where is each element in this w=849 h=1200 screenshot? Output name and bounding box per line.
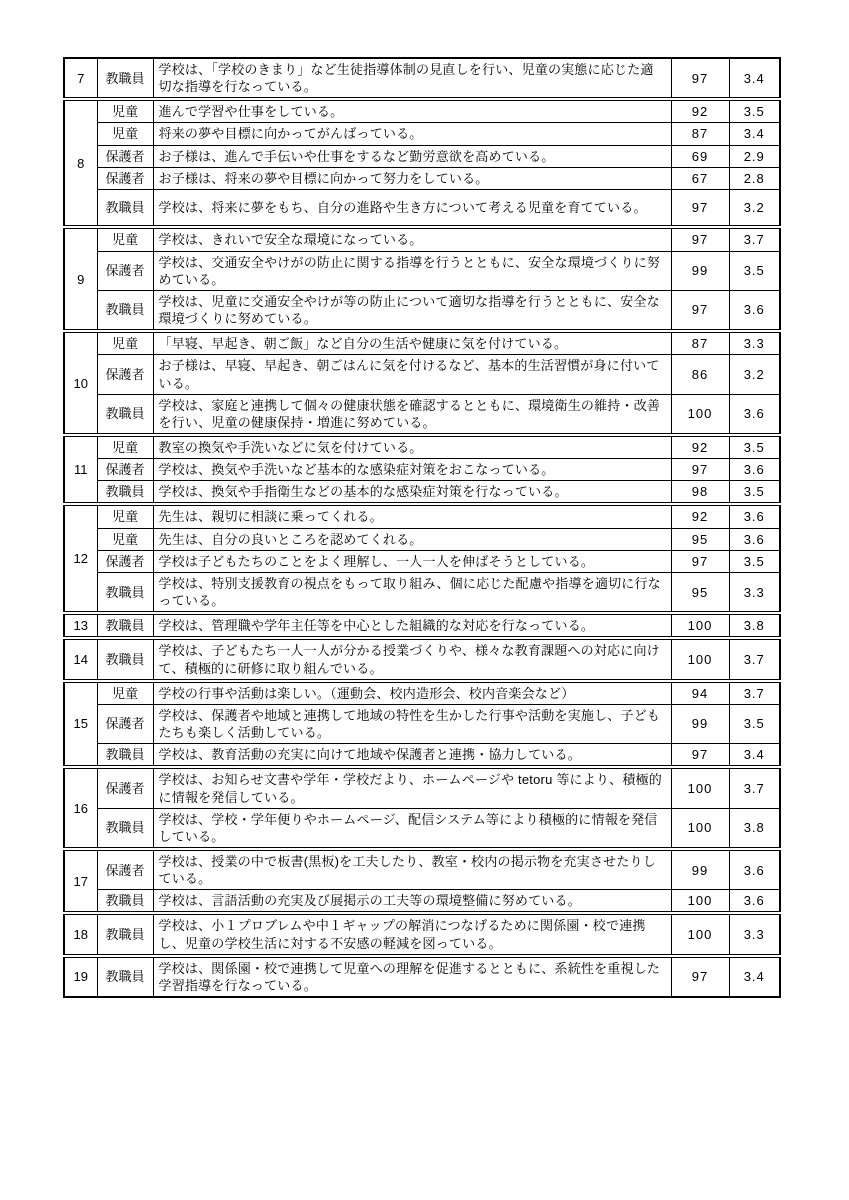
average-cell: 3.5: [729, 251, 780, 290]
question-cell: 「早寝、早起き、朝ご飯」など自分の生活や健康に気を付けている。: [153, 331, 671, 355]
average-cell: 2.8: [729, 167, 780, 189]
average-cell: 3.2: [729, 355, 780, 394]
question-cell: 将来の夢や目標に向かってがんばっている。: [153, 123, 671, 145]
average-cell: 3.6: [729, 849, 780, 890]
percent-cell: 97: [671, 290, 729, 331]
percent-cell: 95: [671, 572, 729, 613]
table-row: [64, 956, 780, 997]
average-cell: 3.4: [729, 123, 780, 145]
average-cell: 3.2: [729, 189, 780, 227]
item-number-cell: 18: [64, 913, 97, 955]
table-row: [64, 58, 780, 99]
table-row: [64, 572, 780, 613]
respondent-cell: 教職員: [97, 189, 153, 227]
respondent-cell: 保護者: [97, 849, 153, 890]
item-number-cell: 12: [64, 504, 97, 613]
average-cell: 3.8: [729, 808, 780, 849]
percent-cell: 99: [671, 704, 729, 743]
respondent-cell: 教職員: [97, 572, 153, 613]
respondent-cell: 教職員: [97, 744, 153, 768]
question-cell: 学校は、交通安全やけがの防止に関する指導を行うとともに、安全な環境づくりに努めている。: [153, 251, 671, 290]
question-cell: 先生は、自分の良いところを認めてくれる。: [153, 528, 671, 550]
average-cell: 3.6: [729, 528, 780, 550]
item-number-cell: 17: [64, 849, 97, 913]
respondent-cell: 教職員: [97, 808, 153, 849]
average-cell: 3.4: [729, 744, 780, 768]
table-row: [64, 189, 780, 227]
table-row: [64, 481, 780, 505]
question-cell: お子様は、早寝、早起き、朝ごはんに気を付けるなど、基本的生活習慣が身に付いている。: [153, 355, 671, 394]
table-row: [64, 704, 780, 743]
average-cell: 3.6: [729, 504, 780, 528]
respondent-cell: 保護者: [97, 767, 153, 808]
question-cell: お子様は、将来の夢や目標に向かって努力をしている。: [153, 167, 671, 189]
percent-cell: 100: [671, 890, 729, 914]
percent-cell: 97: [671, 459, 729, 481]
percent-cell: 87: [671, 123, 729, 145]
table-row: [64, 167, 780, 189]
table-row: [64, 227, 780, 251]
percent-cell: 97: [671, 58, 729, 99]
question-cell: 学校は、管理職や学年主任等を中心とした組織的な対応を行なっている。: [153, 613, 671, 638]
table-row: [64, 550, 780, 572]
percent-cell: 67: [671, 167, 729, 189]
respondent-cell: 教職員: [97, 481, 153, 505]
respondent-cell: 児童: [97, 435, 153, 459]
question-cell: 学校は、換気や手洗いなど基本的な感染症対策をおこなっている。: [153, 459, 671, 481]
table-row: [64, 331, 780, 355]
average-cell: 3.7: [729, 227, 780, 251]
percent-cell: 87: [671, 331, 729, 355]
question-cell: 学校は子どもたちのことをよく理解し、一人一人を伸ばそうとしている。: [153, 550, 671, 572]
average-cell: 3.5: [729, 704, 780, 743]
percent-cell: 97: [671, 189, 729, 227]
percent-cell: 100: [671, 394, 729, 435]
respondent-cell: 保護者: [97, 704, 153, 743]
average-cell: 3.5: [729, 435, 780, 459]
average-cell: 2.9: [729, 145, 780, 167]
question-cell: 学校は、学校・学年便りやホームページ、配信システム等により積極的に情報を発信している。: [153, 808, 671, 849]
question-cell: 学校は、関係園・校で連携して児童への理解を促進するとともに、系統性を重視した学習指導を行なっている。: [153, 956, 671, 997]
question-cell: 学校は、授業の中で板書(黒板)を工夫したり、教室・校内の掲示物を充実させたりしている。: [153, 849, 671, 890]
respondent-cell: 教職員: [97, 956, 153, 997]
percent-cell: 99: [671, 849, 729, 890]
item-number-cell: 11: [64, 435, 97, 504]
respondent-cell: 教職員: [97, 890, 153, 914]
average-cell: 3.5: [729, 481, 780, 505]
respondent-cell: 保護者: [97, 355, 153, 394]
percent-cell: 100: [671, 638, 729, 680]
respondent-cell: 保護者: [97, 251, 153, 290]
percent-cell: 97: [671, 956, 729, 997]
table-row: [64, 355, 780, 394]
table-row: [64, 767, 780, 808]
table-row: [64, 808, 780, 849]
item-number-cell: 15: [64, 681, 97, 768]
question-cell: 学校は、お知らせ文書や学年・学校だより、ホームページや tetoru 等により、積極的に情報を発信している。: [153, 767, 671, 808]
question-cell: 学校は、教育活動の充実に向けて地域や保護者と連携・協力している。: [153, 744, 671, 768]
average-cell: 3.7: [729, 638, 780, 680]
percent-cell: 100: [671, 808, 729, 849]
respondent-cell: 教職員: [97, 58, 153, 99]
respondent-cell: 児童: [97, 681, 153, 705]
percent-cell: 95: [671, 528, 729, 550]
table-row: [64, 638, 780, 680]
percent-cell: 100: [671, 913, 729, 955]
average-cell: 3.6: [729, 394, 780, 435]
item-number-cell: 9: [64, 227, 97, 331]
table-row: [64, 913, 780, 955]
question-cell: 先生は、親切に相談に乗ってくれる。: [153, 504, 671, 528]
respondent-cell: 教職員: [97, 638, 153, 680]
respondent-cell: 児童: [97, 504, 153, 528]
average-cell: 3.8: [729, 613, 780, 638]
percent-cell: 99: [671, 251, 729, 290]
respondent-cell: 保護者: [97, 145, 153, 167]
table-row: [64, 504, 780, 528]
table-row: [64, 681, 780, 705]
item-number-cell: 7: [64, 58, 97, 99]
percent-cell: 97: [671, 550, 729, 572]
respondent-cell: 教職員: [97, 290, 153, 331]
item-number-cell: 13: [64, 613, 97, 638]
question-cell: 学校は、保護者や地域と連携して地域の特性を生かした行事や活動を実施し、子どもたちも楽しく活動している。: [153, 704, 671, 743]
table-row: [64, 145, 780, 167]
question-cell: 学校は、将来に夢をもち、自分の進路や生き方について考える児童を育てている。: [153, 189, 671, 227]
percent-cell: 98: [671, 481, 729, 505]
average-cell: 3.5: [729, 99, 780, 123]
average-cell: 3.6: [729, 890, 780, 914]
respondent-cell: 保護者: [97, 550, 153, 572]
question-cell: 教室の換気や手洗いなどに気を付けている。: [153, 435, 671, 459]
percent-cell: 69: [671, 145, 729, 167]
respondent-cell: 教職員: [97, 913, 153, 955]
question-cell: 学校は、子どもたち一人一人が分かる授業づくりや、様々な教育課題への対応に向けて、積極的に研修に取り組んでいる。: [153, 638, 671, 680]
percent-cell: 100: [671, 767, 729, 808]
question-cell: 学校は、きれいで安全な環境になっている。: [153, 227, 671, 251]
question-cell: 学校は、家庭と連携して個々の健康状態を確認するとともに、環境衛生の維持・改善を行い、児童の健康保持・増進に努めている。: [153, 394, 671, 435]
question-cell: 学校は、児童に交通安全やけが等の防止について適切な指導を行うとともに、安全な環境づくりに努めている。: [153, 290, 671, 331]
respondent-cell: 児童: [97, 528, 153, 550]
average-cell: 3.4: [729, 58, 780, 99]
evaluation-table-body: [64, 58, 780, 997]
respondent-cell: 教職員: [97, 613, 153, 638]
average-cell: 3.7: [729, 767, 780, 808]
question-cell: 進んで学習や仕事をしている。: [153, 99, 671, 123]
average-cell: 3.6: [729, 290, 780, 331]
percent-cell: 97: [671, 744, 729, 768]
question-cell: 学校は、換気や手指衛生などの基本的な感染症対策を行なっている。: [153, 481, 671, 505]
table-row: [64, 394, 780, 435]
table-row: [64, 890, 780, 914]
average-cell: 3.3: [729, 572, 780, 613]
question-cell: 学校は、特別支援教育の視点をもって取り組み、個に応じた配慮や指導を適切に行なっている。: [153, 572, 671, 613]
item-number-cell: 8: [64, 99, 97, 227]
table-row: [64, 744, 780, 768]
table-row: [64, 459, 780, 481]
question-cell: 学校は、言語活動の充実及び展掲示の工夫等の環境整備に努めている。: [153, 890, 671, 914]
question-cell: 学校は、「学校のきまり」など生徒指導体制の見直しを行い、児童の実態に応じた適切な指導を行なっている。: [153, 58, 671, 99]
question-cell: お子様は、進んで手伝いや仕事をするなど勤労意欲を高めている。: [153, 145, 671, 167]
percent-cell: 97: [671, 227, 729, 251]
percent-cell: 92: [671, 435, 729, 459]
percent-cell: 92: [671, 99, 729, 123]
respondent-cell: 児童: [97, 227, 153, 251]
average-cell: 3.4: [729, 956, 780, 997]
item-number-cell: 16: [64, 767, 97, 849]
percent-cell: 100: [671, 613, 729, 638]
question-cell: 学校は、小１プロブレムや中１ギャップの解消につなげるために関係園・校で連携し、児童の学校生活に対する不安感の軽減を図っている。: [153, 913, 671, 955]
respondent-cell: 保護者: [97, 167, 153, 189]
table-row: [64, 251, 780, 290]
question-cell: 学校の行事や活動は楽しい。（運動会、校内造形会、校内音楽会など）: [153, 681, 671, 705]
item-number-cell: 10: [64, 331, 97, 435]
average-cell: 3.3: [729, 331, 780, 355]
table-row: [64, 528, 780, 550]
percent-cell: 92: [671, 504, 729, 528]
table-row: [64, 123, 780, 145]
table-row: [64, 613, 780, 638]
table-row: [64, 99, 780, 123]
respondent-cell: 保護者: [97, 459, 153, 481]
evaluation-survey-table: [63, 57, 781, 998]
average-cell: 3.6: [729, 459, 780, 481]
respondent-cell: 児童: [97, 123, 153, 145]
average-cell: 3.3: [729, 913, 780, 955]
respondent-cell: 教職員: [97, 394, 153, 435]
average-cell: 3.5: [729, 550, 780, 572]
respondent-cell: 児童: [97, 331, 153, 355]
item-number-cell: 14: [64, 638, 97, 680]
percent-cell: 86: [671, 355, 729, 394]
item-number-cell: 19: [64, 956, 97, 997]
percent-cell: 94: [671, 681, 729, 705]
average-cell: 3.7: [729, 681, 780, 705]
respondent-cell: 児童: [97, 99, 153, 123]
table-row: [64, 435, 780, 459]
table-row: [64, 849, 780, 890]
table-row: [64, 290, 780, 331]
